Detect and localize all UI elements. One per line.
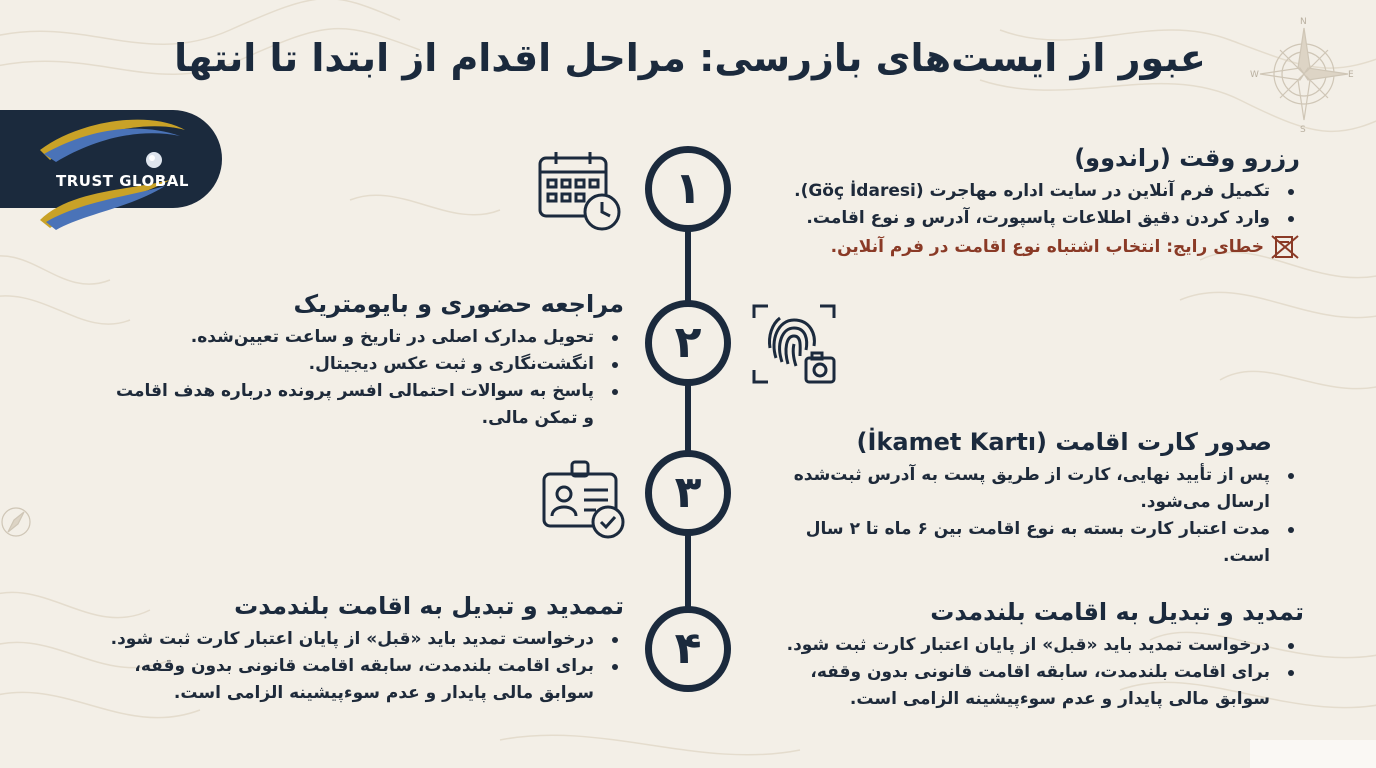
warning-cross-icon (1270, 234, 1300, 260)
section-3-list (772, 462, 1272, 570)
id-badge-check-icon (540, 458, 630, 542)
section-2-list (100, 324, 624, 432)
corner-strip (1250, 740, 1376, 768)
section-4-right-list (762, 632, 1272, 713)
section-biometric (100, 288, 624, 432)
section-4-left-list (110, 626, 624, 707)
list-item: درخواست تمدید باید «قبل» از پایان اعتبار کارت ثبت شود. (762, 632, 1300, 659)
section-appointment (760, 142, 1300, 261)
calendar-clock-icon (536, 150, 626, 234)
list-item: پس از تأیید نهایی، کارت از طریق پست به آدرس ثبت‌شده ارسال می‌شود. (772, 462, 1300, 516)
fingerprint-camera-icon (750, 300, 840, 388)
warning-text: خطای رایج: انتخاب اشتباه نوع اقامت در فرم آنلاین. (830, 237, 1264, 257)
list-item: برای اقامت بلندمدت، سابقه اقامت قانونی بدون وقفه، سوابق مالی پایدار و عدم سوءپیشینه الزامی است. (110, 653, 624, 707)
section-residence-card (772, 426, 1272, 570)
list-item: مدت اعتبار کارت بسته به نوع اقامت بین ۶ ماه تا ۲ سال است. (772, 516, 1300, 570)
warning-note (760, 234, 1300, 261)
step-2-number: ۲ (645, 300, 731, 386)
section-3-title: صدور کارت اقامت (İkamet Kartı) (856, 428, 1272, 456)
section-4-left-title: تممدید و تبدیل به اقامت بلندمدت (234, 592, 624, 620)
compass-e: E (1348, 70, 1354, 80)
section-extension-left (110, 590, 624, 707)
list-item: انگشت‌نگاری و ثبت عکس دیجیتال. (100, 351, 624, 378)
section-4-right-title: تمدید و تبدیل به اقامت بلندمدت (930, 598, 1304, 626)
section-1-list (760, 178, 1300, 232)
section-extension-right (762, 596, 1304, 713)
step-4-number: ۴ (645, 606, 731, 692)
step-3-number: ۳ (645, 450, 731, 536)
compass-n: N (1300, 17, 1307, 27)
list-item: درخواست تمدید باید «قبل» از پایان اعتبار کارت ثبت شود. (110, 626, 624, 653)
list-item: تکمیل فرم آنلاین در سایت اداره مهاجرت (Göç İdaresi). (760, 178, 1300, 205)
list-item: تحویل مدارک اصلی در تاریخ و ساعت تعیین‌شده. (100, 324, 624, 351)
list-item: وارد کردن دقیق اطلاعات پاسپورت، آدرس و نوع اقامت. (760, 205, 1300, 232)
step-1-number: ۱ (645, 146, 731, 232)
page-title: عبور از ایست‌های بازرسی: مراحل اقدام از ابتدا تا انتها (174, 36, 1206, 80)
logo-text: TRUST GLOBAL (56, 172, 189, 190)
section-1-title: رزرو وقت (راندوو) (1074, 144, 1300, 172)
compass-w: W (1250, 70, 1259, 80)
compass-s: S (1300, 125, 1306, 135)
list-item: برای اقامت بلندمدت، سابقه اقامت قانونی بدون وقفه، سوابق مالی پایدار و عدم سوءپیشینه الزامی است. (762, 659, 1300, 713)
section-2-title: مراجعه حضوری و بایومتریک (293, 290, 624, 318)
list-item: پاسخ به سوالات احتمالی افسر پرونده درباره هدف اقامت و تمکن مالی. (100, 378, 624, 432)
